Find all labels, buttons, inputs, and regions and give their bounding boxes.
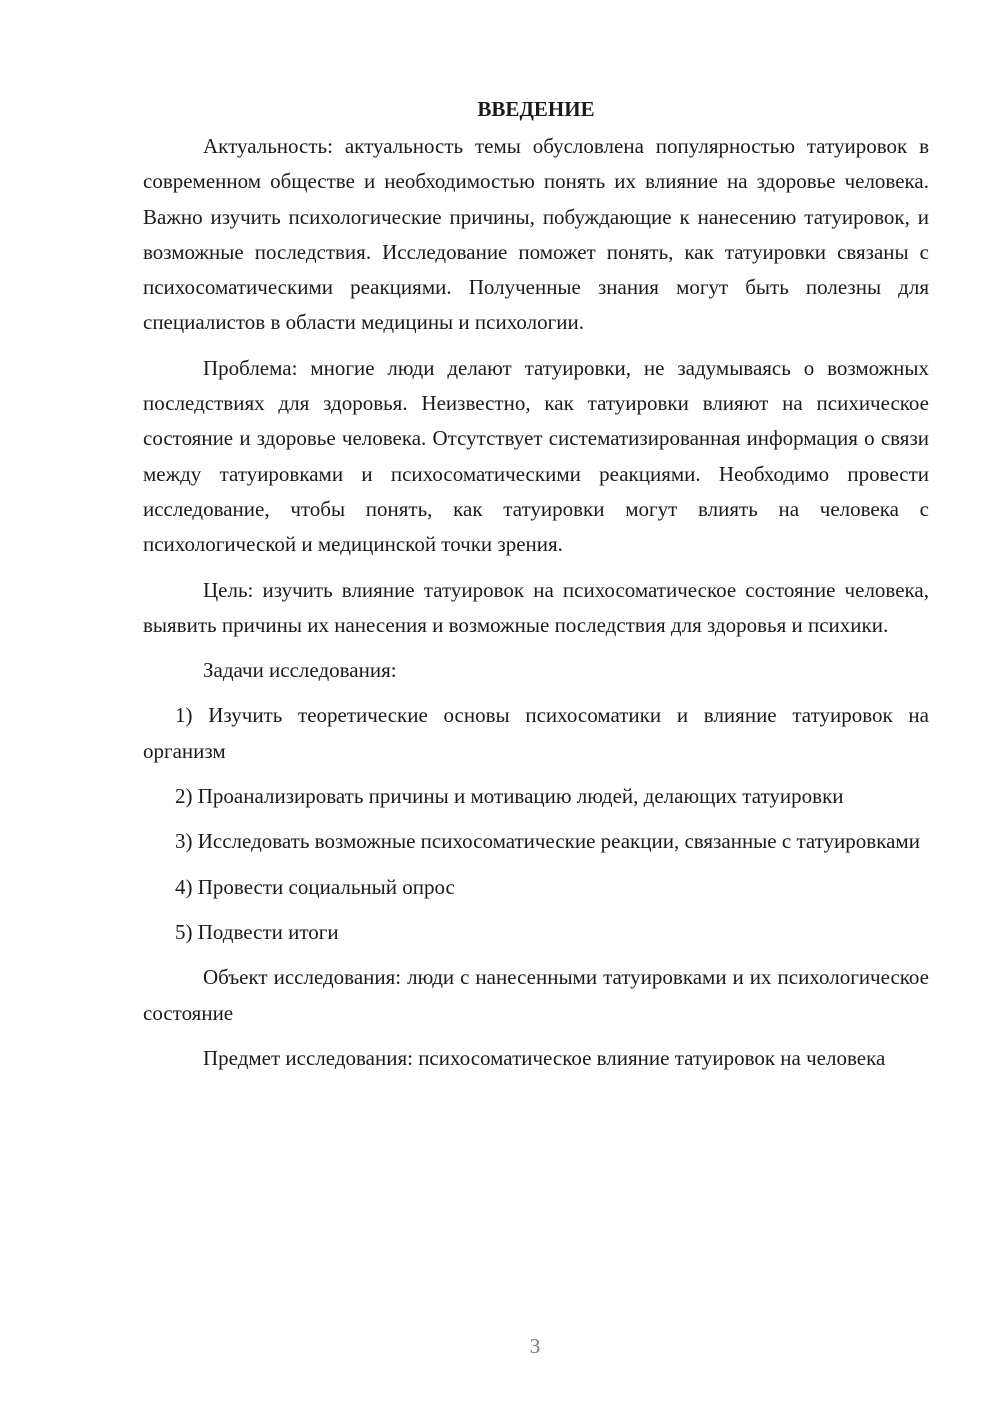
task-item: 4) Провести социальный опрос [175, 874, 455, 899]
object-paragraph: Объект исследования: люди с нанесенными татуировками и их психологическое состояние [143, 965, 929, 1025]
problem-paragraph: Проблема: многие люди делают татуировки, не задумываясь о возможных последствиях для здоровья. Неизвестно, как татуировки влияют на психическое состояние и здоровье человека. Отсутствует систематизированная информация о связи между татуировками и психосоматическими реакциями. Необходимо провести исследование, чтобы понять, как татуировки могут влиять на человека с психологической и медицинской точки зрения. [143, 355, 929, 557]
page-title: ВВЕДЕНИЕ [477, 97, 595, 121]
task-item: 5) Подвести итоги [175, 919, 339, 944]
task-item: 2) Проанализировать причины и мотивацию людей, делающих татуировки [175, 784, 844, 809]
goal-paragraph: Цель: изучить влияние татуировок на психосоматическое состояние человека, выявить причины их нанесения и возможные последствия для здоровья и психики. [143, 577, 929, 637]
task-item: 3) Исследовать возможные психосоматические реакции, связанные с татуировками [175, 829, 920, 854]
page-number: 3 [529, 1334, 541, 1358]
document-page [143, 92, 929, 1086]
task-item: 1) Изучить теоретические основы психосоматики и влияние татуировок на организм [143, 703, 929, 763]
relevance-paragraph: Актуальность: актуальность темы обусловлена популярностью татуировок в современном обществе и необходимостью понять их влияние на здоровье человека. Важно изучить психологические причины, побуждающие к нанесению татуировок, и возможные последствия. Исследование поможет понять, как татуировки связаны с психосоматическими реакциями. Полученные знания могут быть полезны для специалистов в области медицины и психологии. [143, 134, 929, 335]
tasks-title: Задачи исследования: [203, 658, 397, 683]
subject-paragraph: Предмет исследования: психосоматическое влияние татуировок на человека [203, 1045, 886, 1070]
